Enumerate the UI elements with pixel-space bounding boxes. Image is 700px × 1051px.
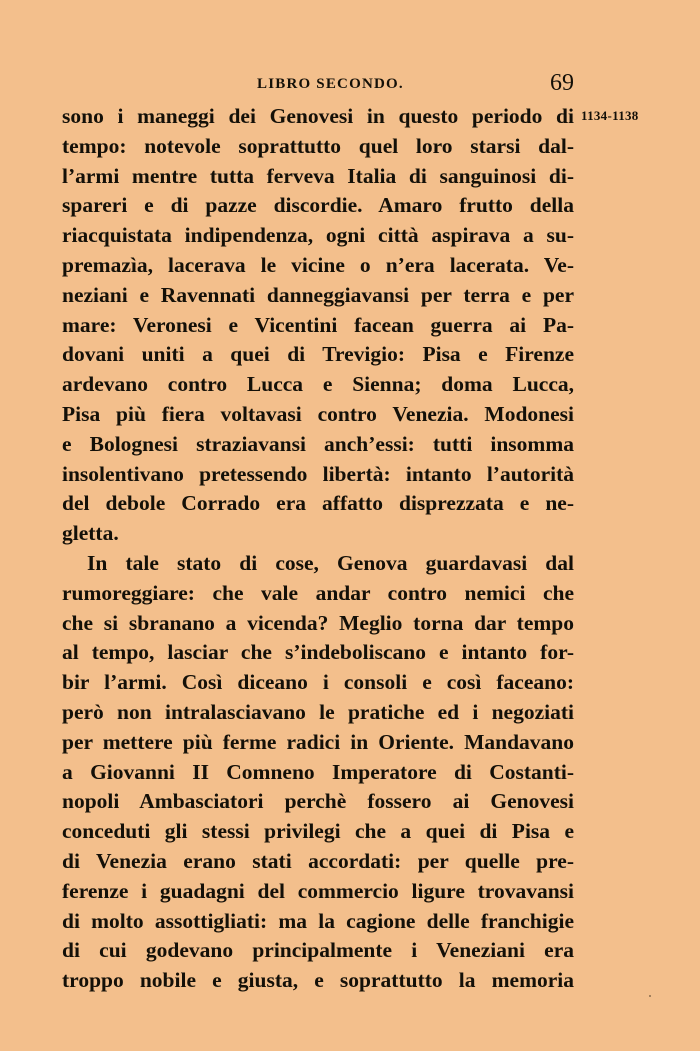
margin-date-note: 1134-1138 (581, 108, 639, 123)
text-line: sono i maneggi dei Genovesi in questo periodo di (62, 104, 574, 128)
text-line: e Bolognesi straziavansi anch’essi: tutti insomma (62, 431, 574, 456)
text-line: In tale stato di cose, Genova guardavasi dal (87, 550, 574, 575)
paragraph-1 (62, 102, 574, 549)
page-header (62, 70, 574, 100)
text-line: gletta. (62, 521, 119, 546)
text-line: però non intralasciavano le pratiche ed i negoziati (62, 699, 574, 724)
text-line: al tempo, lasciar che s’indeboliscano e intanto for- (62, 640, 574, 665)
text-line: mare: Veronesi e Vicentini facean guerra ai Pa- (62, 312, 574, 337)
paragraph-2 (62, 549, 574, 996)
text-line: che si sbranano a vicenda? Meglio torna dar tempo (62, 610, 574, 635)
text-line: di cui godevano principalmente i Veneziani era (62, 938, 574, 963)
running-head: LIBRO SECONDO. (257, 76, 404, 92)
text-line: di molto assottigliati: ma la cagione delle franchigie (62, 908, 574, 933)
text-line: a Giovanni II Comneno Imperatore di Costanti- (62, 759, 574, 784)
text-line: conceduti gli stessi privilegi che a quei di Pisa e (62, 819, 574, 844)
text-line: del debole Corrado era affatto disprezzata e ne- (62, 491, 574, 516)
text-line: ferenze i guadagni del commercio ligure trovavansi (62, 878, 574, 903)
text-line: nopoli Ambasciatori perchè fossero ai Genovesi (62, 789, 574, 814)
text-line: bir l’armi. Così diceano i consoli e così faceano: (62, 670, 574, 695)
text-line: di Venezia erano stati accordati: per quelle pre- (62, 848, 574, 873)
text-line: spareri e di pazze discordie. Amaro frutto della (62, 193, 574, 218)
text-line: premazìa, lacerava le vicine o n’era lacerata. Ve- (62, 252, 574, 277)
text-line: dovani uniti a quei di Trevigio: Pisa e Firenze (62, 342, 574, 367)
text-line: Pisa più fiera voltavasi contro Venezia. Modonesi (62, 401, 574, 426)
paper-speck (649, 995, 651, 997)
text-line: ardevano contro Lucca e Sienna; doma Lucca, (62, 372, 574, 397)
text-line: insolentivano pretessendo libertà: intanto l’autorità (62, 461, 574, 486)
page-number: 69 (550, 70, 574, 96)
text-line: troppo nobile e giusta, e soprattutto la memoria (62, 968, 574, 993)
text-line: per mettere più ferme radici in Oriente. Mandavano (62, 729, 574, 754)
text-line: riacquistata indipendenza, ogni città aspirava a su- (62, 223, 574, 248)
body-text (62, 102, 574, 996)
text-line: rumoreggiare: che vale andar contro nemici che (62, 580, 574, 605)
text-line: neziani e Ravennati danneggiavansi per terra e per (62, 282, 574, 307)
text-line: tempo: notevole soprattutto quel loro starsi dal- (62, 133, 574, 158)
text-line: l’armi mentre tutta ferveva Italia di sanguinosi di- (62, 163, 574, 188)
